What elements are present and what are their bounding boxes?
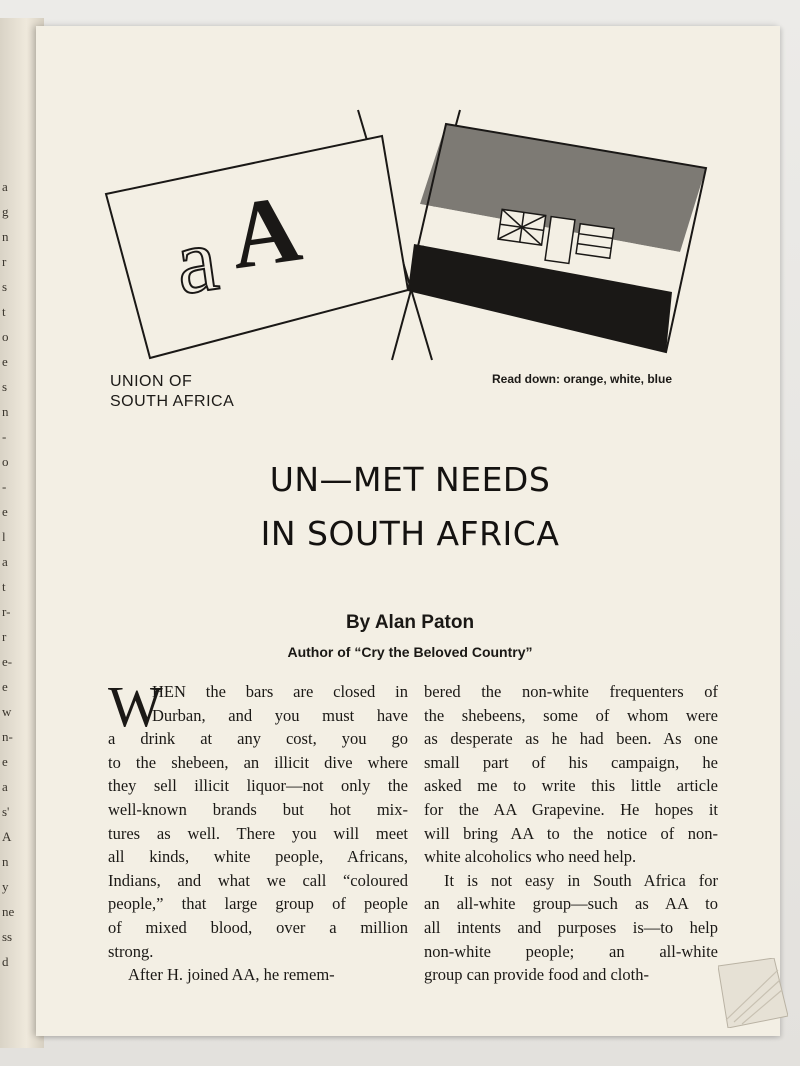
facing-page-fragment: r xyxy=(2,254,7,269)
article-text-line: small part of his campaign, he xyxy=(424,752,718,772)
facing-page-fragment: r- xyxy=(2,604,11,619)
union-flag xyxy=(408,124,706,352)
facing-page-fragment: e xyxy=(2,679,8,694)
article-text-line: Durban, and you must have xyxy=(152,705,408,725)
article-text-line: group can provide food and cloth- xyxy=(424,965,649,985)
facing-page-fragment: t xyxy=(2,304,6,319)
article-column-right xyxy=(424,680,718,987)
facing-page-fragment: - xyxy=(2,479,7,494)
article-text-line: the shebeens, some of whom were xyxy=(424,705,718,725)
flag-caption-union: UNION OF SOUTH AFRICA xyxy=(110,373,235,410)
facing-page-fragment: e- xyxy=(2,654,13,669)
article-text-line: a drink at any cost, you go xyxy=(108,729,408,749)
facing-page-fragment: y xyxy=(2,879,9,894)
facing-page-fragment: g xyxy=(2,204,9,219)
facing-page-fragment: ss xyxy=(2,929,13,944)
article-text-line: asked me to write this little article xyxy=(424,776,718,796)
drop-cap: W xyxy=(108,674,163,739)
facing-page-fragment: t xyxy=(2,579,6,594)
article-text-line: bered the non-white frequenters of xyxy=(424,682,718,701)
article-text-line: for the AA Grapevine. He hopes it xyxy=(424,799,718,819)
author-credit: Author of “Cry the Beloved Country” xyxy=(287,644,533,660)
flag-caption-colors: Read down: orange, white, blue xyxy=(492,372,673,386)
facing-page-fragment: e xyxy=(2,354,8,369)
article-text-line: Indians, and what we call “coloured xyxy=(108,870,408,890)
folded-page-corner xyxy=(718,958,788,1028)
article-text-line: all intents and purposes is—to help xyxy=(424,917,718,937)
facing-page-fragment: n xyxy=(2,229,9,244)
facing-page-fragment: e xyxy=(2,504,8,519)
facing-page-fragment: o xyxy=(2,329,9,344)
article-text-line: of mixed blood, over a million xyxy=(108,917,408,937)
article-text-line: HEN the bars are closed in xyxy=(152,682,408,701)
aa-logo-small-a: a xyxy=(168,206,224,314)
aa-logo-large-a: A xyxy=(223,173,308,290)
article-text-line: non-white people; an all-white xyxy=(424,941,718,961)
article-text-line: an all-white group—such as AA to xyxy=(424,894,718,914)
article-text-line: It is not easy in South Africa for xyxy=(444,870,718,890)
facing-page-fragment: a xyxy=(2,779,8,794)
facing-page-fragment: n- xyxy=(2,729,13,744)
facing-page-fragment: r xyxy=(2,629,7,644)
article-text-line: will bring AA to the notice of non- xyxy=(424,823,718,843)
crossed-flags-illustration xyxy=(0,0,800,420)
article-text-line: white alcoholics who need help. xyxy=(424,847,637,867)
article-text-line: strong. xyxy=(108,941,154,961)
headline-line-1: UN—MET NEEDS xyxy=(269,460,551,499)
article-text-line: well-known brands but hot mix- xyxy=(108,799,408,819)
byline: By Alan Paton xyxy=(345,612,475,633)
facing-page-fragment: e xyxy=(2,754,8,769)
facing-page-fragment: s xyxy=(2,279,8,294)
article-text-line: as desperate as he had been. As one xyxy=(424,729,718,749)
article-text-line: tures as well. There you will meet xyxy=(108,823,408,843)
headline-line-2: IN SOUTH AFRICA xyxy=(260,514,560,553)
article-text-line: After H. joined AA, he remem- xyxy=(128,965,335,985)
facing-page-fragment: s' xyxy=(2,804,10,819)
facing-page-fragment: d xyxy=(2,954,9,969)
facing-page-fragment: - xyxy=(2,429,7,444)
facing-page-fragment: n xyxy=(2,404,9,419)
facing-page-fragment: A xyxy=(2,829,12,844)
facing-page-fragment: l xyxy=(2,529,6,544)
facing-page-fragment: a xyxy=(2,179,8,194)
facing-page-fragment: s xyxy=(2,379,8,394)
article-text-line: people,” that large group of people xyxy=(108,894,408,914)
article-text-line: all kinds, white people, Africans, xyxy=(108,847,408,867)
facing-page-fragment: n xyxy=(2,854,9,869)
article-column-left xyxy=(108,674,408,987)
facing-page-fragment: a xyxy=(2,554,8,569)
facing-page-fragment: o xyxy=(2,454,9,469)
article-text-line: to the shebeen, an illicit dive where xyxy=(108,752,408,772)
facing-page-fragment: w xyxy=(2,704,12,719)
facing-page-fragment: ne xyxy=(2,904,15,919)
article-text-line: they sell illicit liquor—not only the xyxy=(108,776,408,796)
